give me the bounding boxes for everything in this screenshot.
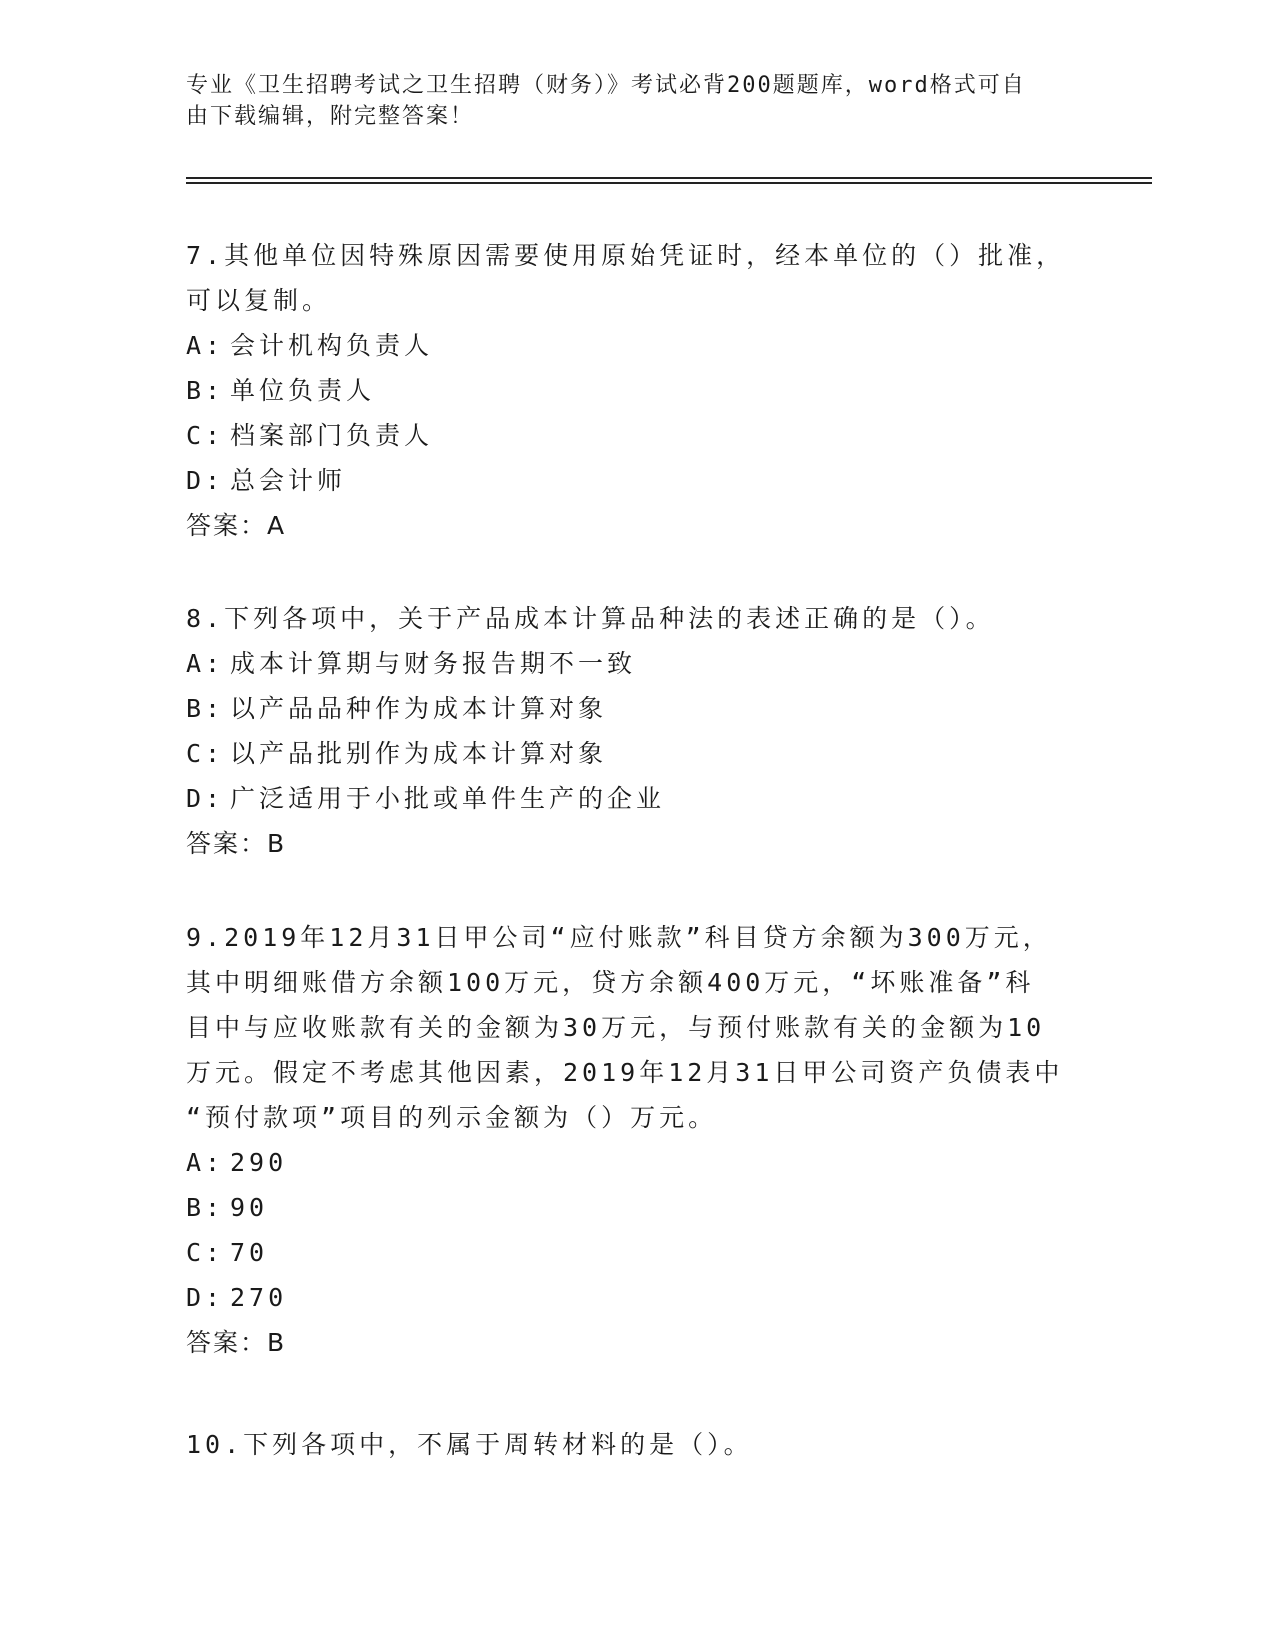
option-text: 成本计算期与财务报告期不一致 [230,649,637,678]
question-line: 可以复制。 [186,286,332,315]
option-c [186,1230,1066,1275]
question-line: 万元。假定不考虑其他因素，2019年12月31日甲公司资产负债表中 [186,1058,1064,1087]
option-text: 290 [230,1148,288,1177]
option-letter: D: [186,466,225,495]
option-text: 会计机构负责人 [230,331,434,360]
option-text: 总会计师 [230,466,347,495]
option-letter: A: [186,1148,225,1177]
option-text: 档案部门负责人 [230,421,434,450]
question-block [186,233,1066,548]
question-line: 7.其他单位因特殊原因需要使用原始凭证时，经本单位的（）批准， [186,241,1066,270]
option-letter: D: [186,1283,225,1312]
question-line: 8.下列各项中，关于产品成本计算品种法的表述正确的是（）。 [186,604,995,633]
option-d [186,458,1066,503]
document-header [186,70,1066,132]
option-c [186,731,1066,776]
header-divider [186,182,1152,184]
option-letter: C: [186,421,225,450]
option-letter: B: [186,376,225,405]
header-line: 专业《卫生招聘考试之卫生招聘（财务）》考试必背200题题库，word格式可自 [186,73,1026,98]
option-b [186,686,1066,731]
answer-line: 答案：B [186,829,287,858]
question-block [186,915,1066,1365]
option-c [186,413,1066,458]
question-block [186,596,1066,866]
option-letter: B: [186,694,225,723]
question-line: 目中与应收账款有关的金额为30万元，与预付账款有关的金额为10 [186,1013,1046,1042]
option-a [186,641,1066,686]
option-a [186,323,1066,368]
answer-line: 答案：A [186,511,287,540]
option-letter: A: [186,331,225,360]
option-letter: D: [186,784,225,813]
option-letter: A: [186,649,225,678]
option-b [186,1185,1066,1230]
option-letter: C: [186,739,225,768]
option-d [186,776,1066,821]
answer-line: 答案：B [186,1328,287,1357]
question-block [186,1422,1066,1467]
option-text: 270 [230,1283,288,1312]
option-d [186,1275,1066,1320]
header-line: 由下载编辑，附完整答案！ [186,104,475,129]
option-letter: C: [186,1238,225,1267]
option-text: 单位负责人 [230,376,376,405]
question-line: 其中明细账借方余额100万元，贷方余额400万元，“坏账准备”科 [186,968,1035,997]
option-b [186,368,1066,413]
option-text: 90 [230,1193,269,1222]
option-text: 70 [230,1238,269,1267]
option-text: 以产品批别作为成本计算对象 [230,739,608,768]
option-text: 广泛适用于小批或单件生产的企业 [230,784,666,813]
option-text: 以产品品种作为成本计算对象 [230,694,608,723]
header-divider [186,177,1152,179]
option-a [186,1140,1066,1185]
question-line: 10.下列各项中，不属于周转材料的是（）。 [186,1430,753,1459]
option-letter: B: [186,1193,225,1222]
question-line: “预付款项”项目的列示金额为（）万元。 [186,1103,718,1132]
question-line: 9.2019年12月31日甲公司“应付账款”科目贷方余额为300万元， [186,923,1052,952]
